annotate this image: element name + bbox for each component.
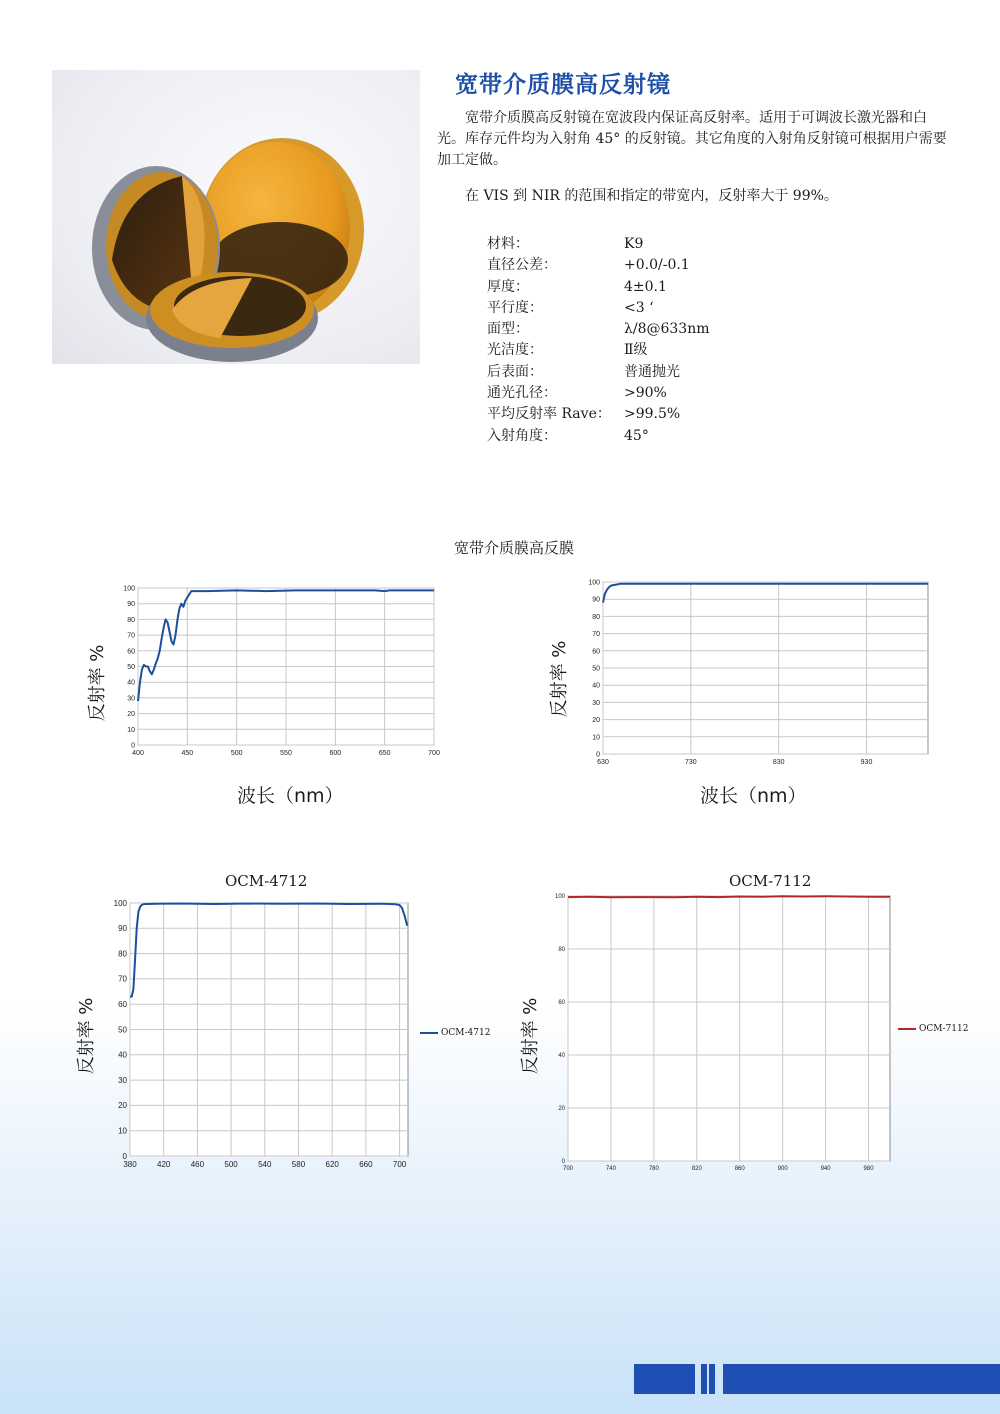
y-tick-label: 50 [592, 665, 600, 673]
x-tick-label: 650 [378, 750, 391, 757]
x-tick-label: 460 [190, 1160, 205, 1169]
spec-row [487, 319, 710, 340]
spec-row [487, 426, 710, 447]
x-tick-label: 940 [820, 1166, 831, 1172]
legend-label: OCM-7112 [919, 1024, 969, 1034]
chart-nir-ylabel: 反射率 % [549, 640, 570, 718]
spec-label: 平行度： [487, 299, 543, 316]
y-tick-label: 50 [127, 663, 135, 671]
chart-ocm7112-ylabel: 反射率 % [520, 997, 541, 1075]
y-tick-label: 40 [592, 682, 600, 690]
product-photo [52, 70, 420, 364]
spec-row [487, 234, 710, 255]
charts-heading: 宽带介质膜高反膜 [454, 539, 575, 557]
spec-table [487, 234, 710, 447]
product-intro: 宽带介质膜高反射镜在宽波段内保证高反射率。适用于可调波长激光器和白光。库存元件均为入射角 45° 的反射镜。其它角度的入射角反射镜可根据用户需要加工定做。 [437, 110, 947, 168]
x-tick-label: 780 [648, 1166, 659, 1172]
x-tick-label: 600 [329, 750, 342, 757]
x-tick-label: 660 [359, 1160, 373, 1169]
spec-label: 厚度： [487, 278, 529, 295]
spec-label: 平均反射率 Rave： [487, 406, 611, 423]
y-tick-label: 40 [558, 1053, 565, 1060]
footer-bar-left [634, 1364, 695, 1394]
chart-ocm7112-plot [548, 890, 893, 1180]
chart-ocm7112-title: OCM-7112 [729, 872, 812, 890]
y-tick-label: 60 [558, 1000, 565, 1007]
chart-vis [122, 580, 442, 765]
x-tick-label: 500 [230, 750, 243, 757]
chart-nir-xlabel: 波长（nm） [700, 785, 807, 807]
x-tick-label: 580 [291, 1160, 306, 1169]
x-tick-label: 450 [181, 750, 194, 757]
x-tick-label: 700 [428, 750, 440, 757]
y-tick-label: 20 [118, 1101, 127, 1111]
spec-value: λ/8@633nm [624, 321, 710, 338]
y-tick-label: 60 [127, 648, 135, 656]
x-tick-label: 980 [863, 1166, 874, 1172]
spec-value: >99.5% [624, 406, 681, 423]
y-tick-label: 20 [558, 1106, 565, 1113]
y-tick-label: 90 [592, 596, 600, 604]
y-tick-label: 100 [113, 898, 127, 908]
y-tick-label: 20 [127, 711, 135, 719]
y-tick-label: 10 [118, 1126, 127, 1136]
spec-value: K9 [624, 236, 644, 252]
y-tick-label: 90 [118, 924, 127, 934]
chart-ocm7112 [548, 890, 893, 1180]
y-tick-label: 100 [554, 894, 565, 901]
x-tick-label: 930 [860, 759, 873, 766]
spec-row [487, 383, 710, 404]
x-tick-label: 700 [392, 1160, 407, 1169]
chart-vis-ylabel: 反射率 % [87, 644, 108, 722]
spec-value: 普通抛光 [624, 363, 680, 380]
y-tick-label: 30 [127, 695, 135, 703]
series-line [568, 896, 890, 897]
x-tick-label: 500 [224, 1160, 238, 1169]
chart-vis-xlabel: 波长（nm） [237, 785, 344, 807]
y-tick-label: 30 [118, 1075, 127, 1085]
chart-vis-plot [122, 580, 442, 765]
y-tick-label: 80 [118, 949, 127, 959]
y-tick-label: 20 [592, 717, 600, 725]
y-tick-label: 10 [592, 734, 600, 742]
chart-ocm4712-legend [420, 1028, 490, 1038]
x-tick-label: 900 [777, 1166, 788, 1172]
x-tick-label: 820 [691, 1166, 702, 1172]
x-tick-label: 830 [772, 759, 785, 766]
chart-ocm4712-title: OCM-4712 [225, 872, 308, 890]
spec-label: 入射角度： [487, 427, 557, 444]
spec-label: 直径公差： [487, 257, 557, 274]
spec-value: 4±0.1 [624, 278, 667, 295]
spec-value: 45° [624, 427, 649, 444]
mirror-illustration [52, 70, 420, 364]
y-tick-label: 70 [118, 974, 127, 984]
footer-bar-mid-1 [701, 1364, 707, 1394]
product-range-note: 在 VIS 到 NIR 的范围和指定的带宽内，反射率大于 99%。 [465, 188, 838, 204]
y-tick-label: 70 [592, 631, 600, 639]
legend-swatch [420, 1032, 438, 1034]
y-tick-label: 80 [592, 613, 600, 621]
y-tick-label: 0 [596, 751, 600, 759]
x-tick-label: 620 [325, 1160, 339, 1169]
y-tick-label: 60 [592, 648, 600, 656]
y-tick-label: 40 [127, 679, 135, 687]
y-tick-label: 90 [127, 601, 135, 609]
spec-row [487, 277, 710, 298]
spec-value: <3 ‘ [624, 299, 654, 316]
chart-ocm4712 [110, 895, 410, 1175]
spec-row [487, 340, 710, 361]
spec-row [487, 255, 710, 276]
y-tick-label: 40 [118, 1050, 127, 1060]
y-tick-label: 0 [131, 742, 135, 750]
y-tick-label: 100 [123, 585, 135, 593]
chart-ocm4712-ylabel: 反射率 % [76, 997, 97, 1075]
x-tick-label: 540 [258, 1160, 272, 1169]
spec-value: Ⅱ级 [624, 342, 648, 359]
spec-row [487, 362, 710, 383]
x-tick-label: 700 [562, 1166, 574, 1172]
x-tick-label: 730 [684, 759, 697, 766]
spec-value: +0.0/-0.1 [624, 257, 690, 274]
footer-bar-mid-2 [709, 1364, 715, 1394]
x-tick-label: 420 [157, 1160, 171, 1169]
y-tick-label: 30 [592, 699, 600, 707]
x-tick-label: 380 [123, 1160, 137, 1169]
y-tick-label: 80 [127, 616, 135, 624]
spec-label: 通光孔径： [487, 385, 557, 402]
legend-swatch [898, 1028, 916, 1030]
y-tick-label: 0 [122, 1151, 127, 1161]
chart-nir [588, 574, 933, 769]
spec-label: 光洁度： [487, 342, 543, 359]
spec-label: 后表面： [487, 363, 543, 380]
footer-bar-right [723, 1364, 1000, 1394]
y-tick-label: 80 [558, 947, 565, 954]
y-tick-label: 60 [118, 1000, 127, 1009]
y-tick-label: 70 [127, 632, 135, 640]
x-tick-label: 630 [597, 759, 609, 766]
plot-area [568, 896, 890, 1161]
spec-label: 材料： [487, 236, 529, 252]
chart-ocm4712-plot [110, 895, 410, 1175]
x-tick-label: 740 [605, 1166, 616, 1172]
chart-nir-plot [588, 574, 933, 769]
spec-row [487, 298, 710, 319]
y-tick-label: 0 [561, 1159, 565, 1166]
spec-value: >90% [624, 385, 667, 402]
spec-label: 面型： [487, 321, 529, 338]
product-title: 宽带介质膜高反射镜 [455, 71, 671, 98]
y-tick-label: 10 [127, 726, 135, 734]
x-tick-label: 550 [280, 750, 292, 757]
legend-label: OCM-4712 [441, 1028, 491, 1038]
x-tick-label: 860 [734, 1166, 745, 1172]
y-tick-label: 100 [588, 579, 600, 587]
y-tick-label: 50 [118, 1025, 127, 1035]
spec-row [487, 404, 710, 425]
x-tick-label: 400 [132, 750, 144, 757]
chart-ocm7112-legend [898, 1024, 968, 1034]
